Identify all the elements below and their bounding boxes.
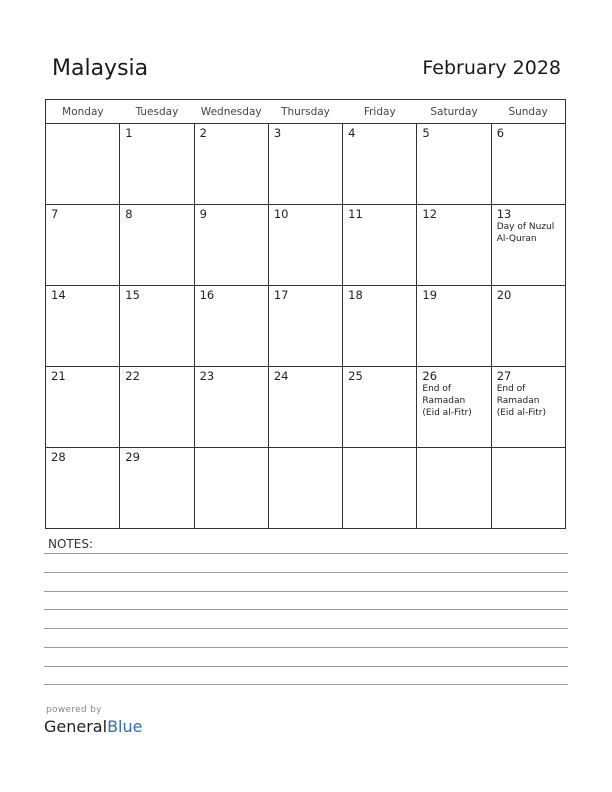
- day-cell: [46, 124, 120, 205]
- note-line: [44, 628, 568, 629]
- day-number: 2: [199, 126, 207, 140]
- day-number: 13: [496, 207, 512, 221]
- holiday-label: End of: [496, 384, 526, 394]
- day-number: 17: [273, 288, 289, 302]
- weekday-header: Friday: [343, 100, 417, 124]
- day-number: 22: [125, 369, 140, 383]
- day-number: 26: [422, 369, 438, 383]
- day-number: 19: [422, 288, 438, 302]
- week-row: [46, 448, 566, 529]
- day-number: 8: [125, 207, 133, 221]
- day-number: 23: [199, 369, 215, 383]
- day-cell: [343, 286, 417, 367]
- weekday-header: Saturday: [417, 100, 491, 124]
- day-number: 11: [348, 207, 363, 221]
- day-cell: [343, 124, 417, 205]
- day-cell: [268, 286, 342, 367]
- day-cell: [194, 448, 268, 529]
- day-cell: [120, 124, 194, 205]
- day-number: 27: [496, 369, 512, 383]
- day-number: 5: [422, 126, 430, 140]
- week-row: [46, 367, 566, 448]
- day-number: 3: [273, 126, 282, 140]
- day-number: 16: [199, 288, 215, 302]
- holiday-label: (Eid al-Fitr): [422, 408, 472, 418]
- day-number: 24: [273, 369, 289, 383]
- note-line: [44, 572, 568, 573]
- day-cell: [417, 448, 491, 529]
- day-number: 14: [51, 288, 66, 302]
- weekday-header: Tuesday: [120, 100, 194, 124]
- weekday-header: Monday: [46, 100, 120, 124]
- day-cell: [417, 286, 491, 367]
- weekday-header-row: [46, 100, 566, 124]
- day-cell: [268, 367, 342, 448]
- day-cell: [194, 124, 268, 205]
- holiday-label: Al-Quran: [496, 234, 537, 244]
- notes-label: NOTES:: [48, 537, 93, 551]
- day-cell: [417, 124, 491, 205]
- holiday-label: (Eid al-Fitr): [496, 408, 546, 418]
- day-number: 12: [422, 207, 438, 221]
- day-cell: [120, 286, 194, 367]
- day-cell: [194, 205, 268, 286]
- day-number: 21: [51, 369, 66, 383]
- holiday-label: Ramadan: [496, 396, 540, 406]
- note-line: [44, 609, 568, 610]
- day-cell: [491, 367, 565, 448]
- day-number: 10: [273, 207, 289, 221]
- week-row: [46, 124, 566, 205]
- note-line: [44, 666, 568, 667]
- note-line: [44, 591, 568, 592]
- day-cell: [491, 124, 565, 205]
- day-cell: [120, 448, 194, 529]
- day-cell: [268, 448, 342, 529]
- day-cell: [46, 286, 120, 367]
- day-cell: [417, 367, 491, 448]
- day-number: 25: [348, 369, 363, 383]
- day-cell: [194, 286, 268, 367]
- note-line: [44, 684, 568, 685]
- day-cell: [120, 367, 194, 448]
- calendar-grid: [45, 99, 566, 529]
- weekday-header: Thursday: [268, 100, 342, 124]
- day-number: 4: [348, 126, 356, 140]
- note-line: [44, 647, 568, 648]
- logo-general-text: General: [44, 717, 108, 736]
- generalblue-logo: [44, 717, 142, 736]
- weekday-header: Sunday: [491, 100, 565, 124]
- day-number: 15: [125, 288, 140, 302]
- day-cell: [194, 367, 268, 448]
- day-cell: [46, 448, 120, 529]
- month-title: February 2028: [422, 57, 561, 79]
- day-cell: [417, 205, 491, 286]
- day-number: 7: [51, 207, 59, 221]
- weekday-header: Wednesday: [194, 100, 268, 124]
- day-cell: [343, 205, 417, 286]
- week-row: [46, 286, 566, 367]
- powered-by-text: powered by: [46, 705, 102, 715]
- day-cell: [491, 205, 565, 286]
- day-number: 18: [348, 288, 363, 302]
- day-number: 20: [496, 288, 512, 302]
- note-line: [44, 553, 568, 554]
- day-number: 1: [125, 126, 133, 140]
- day-cell: [491, 286, 565, 367]
- logo-blue-text: Blue: [107, 717, 143, 736]
- day-number: 29: [125, 450, 140, 464]
- week-row: [46, 205, 566, 286]
- day-cell: [268, 124, 342, 205]
- day-cell: [120, 205, 194, 286]
- day-cell: [46, 367, 120, 448]
- day-number: 6: [496, 126, 505, 140]
- day-cell: [491, 448, 565, 529]
- holiday-label: End of: [422, 384, 452, 394]
- holiday-label: Ramadan: [422, 396, 466, 406]
- day-number: 9: [199, 207, 207, 221]
- country-title: Malaysia: [52, 56, 149, 81]
- day-cell: [343, 367, 417, 448]
- day-number: 28: [51, 450, 66, 464]
- day-cell: [268, 205, 342, 286]
- day-cell: [46, 205, 120, 286]
- day-cell: [343, 448, 417, 529]
- holiday-label: Day of Nuzul: [496, 222, 555, 232]
